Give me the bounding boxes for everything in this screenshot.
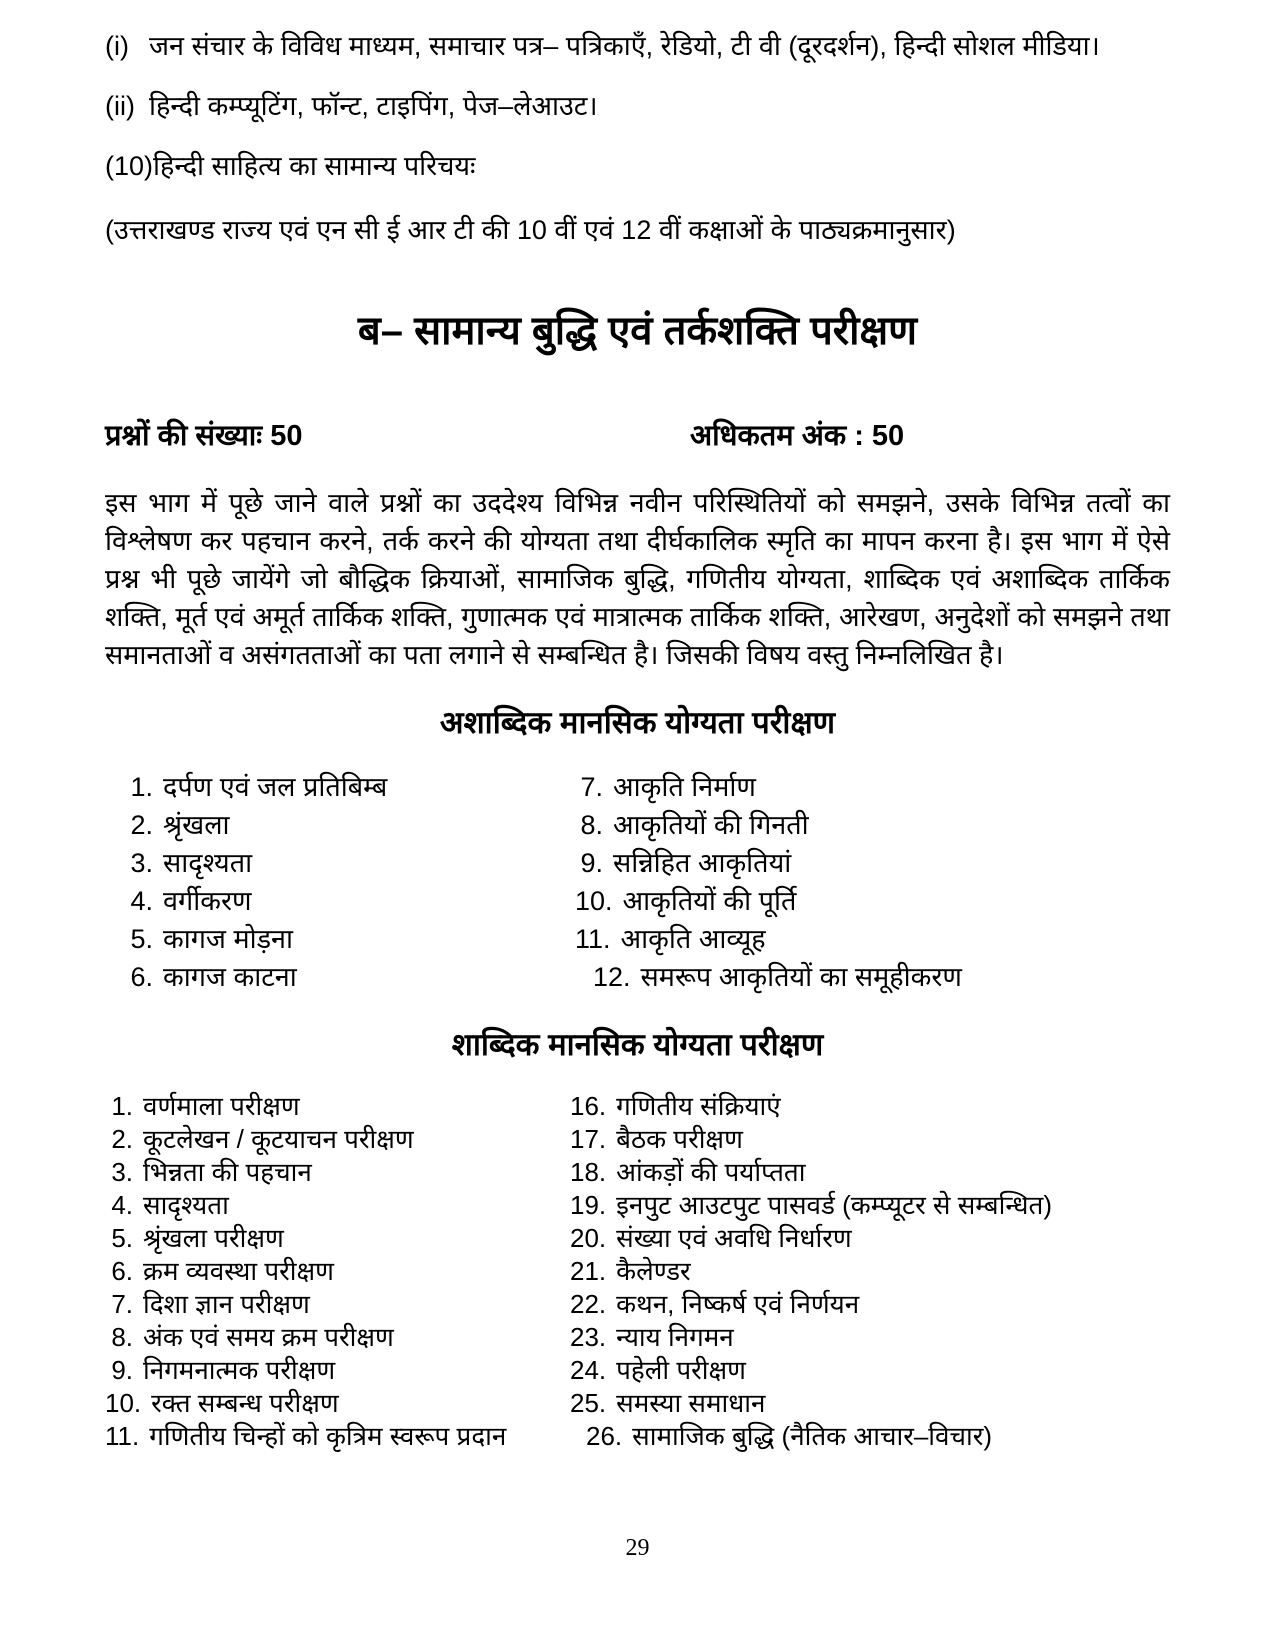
intro-item — [105, 86, 1170, 126]
item-text: समरूप आकृतियों का समूहीकरण — [640, 962, 962, 992]
item-text: कागज मोड़ना — [163, 924, 294, 954]
item-text: पहेली परीक्षण — [616, 1355, 746, 1385]
list-item — [570, 1354, 1170, 1387]
questions-count-label: प्रश्नों की संख्याः 50 — [105, 420, 303, 452]
item-text: सन्निहित आकृतियां — [613, 848, 792, 878]
verbal-list-right — [570, 1090, 1170, 1453]
item-number: 6. — [111, 1256, 133, 1286]
list-item — [105, 1321, 570, 1354]
item-number: 16. — [570, 1091, 607, 1121]
item-text: भिन्नता की पहचान — [143, 1157, 312, 1187]
intro-item — [105, 26, 1170, 66]
item-number: 7. — [111, 1289, 133, 1319]
list-item — [105, 1387, 570, 1420]
intro-item — [105, 146, 1170, 186]
list-item — [105, 1222, 570, 1255]
list-item — [105, 1090, 570, 1123]
intro-item-text: हिन्दी साहित्य का सामान्य परिचयः — [153, 151, 476, 181]
nonverbal-list-left — [105, 768, 575, 996]
list-item — [125, 920, 575, 958]
list-item — [570, 1222, 1170, 1255]
item-number: 2. — [111, 1124, 133, 1154]
intro-item-marker: (10) — [105, 151, 154, 181]
list-item — [105, 1354, 570, 1387]
verbal-test-list — [105, 1090, 1170, 1453]
item-text: इनपुट आउटपुट पासवर्ड (कम्प्यूटर से सम्बन्धित) — [616, 1190, 1052, 1220]
list-item — [105, 1420, 570, 1453]
item-text: आंकड़ों की पर्याप्तता — [616, 1157, 806, 1187]
item-number: 26. — [586, 1421, 623, 1451]
list-item — [125, 844, 575, 882]
item-text: दर्पण एवं जल प्रतिबिम्ब — [163, 772, 388, 802]
item-text: अंक एवं समय क्रम परीक्षण — [143, 1322, 394, 1352]
list-item — [105, 1288, 570, 1321]
list-item — [570, 1189, 1170, 1222]
item-text: आकृतियों की गिनती — [613, 810, 809, 840]
list-item — [570, 1288, 1170, 1321]
item-number: 11. — [105, 1421, 140, 1451]
nonverbal-list-right — [575, 768, 1170, 996]
list-item — [575, 920, 1170, 958]
item-number: 9. — [111, 1355, 133, 1385]
list-item — [570, 1090, 1170, 1123]
item-text: दिशा ज्ञान परीक्षण — [143, 1289, 310, 1319]
item-text: बैठक परीक्षण — [616, 1124, 743, 1154]
item-text: श्रृंखला परीक्षण — [143, 1223, 284, 1253]
item-text: श्रृंखला — [163, 810, 230, 840]
list-item — [105, 1123, 570, 1156]
verbal-test-heading: शाब्दिक मानसिक योग्यता परीक्षण — [451, 1027, 824, 1062]
intro-item-text: हिन्दी कम्प्यूटिंग, फॉन्ट, टाइपिंग, पेज–लेआउट। — [149, 91, 598, 121]
item-number: 1. — [111, 1091, 133, 1121]
item-text: कैलेण्डर — [616, 1256, 691, 1286]
item-number: 5. — [111, 1223, 133, 1253]
item-number: 5. — [130, 924, 153, 954]
item-text: आकृतियों की पूर्ति — [622, 886, 797, 916]
list-item — [570, 1255, 1170, 1288]
item-number: 11. — [575, 924, 611, 954]
item-number: 18. — [570, 1157, 607, 1187]
item-number: 1. — [130, 772, 153, 802]
item-text: कागज काटना — [163, 962, 297, 992]
section-b-description: इस भाग में पूछे जाने वाले प्रश्नों का उददेश्य विभिन्न नवीन परिस्थितियों को समझने, उसके विभिन्न तत्वों का विश्लेषण कर पहचान करने, तर्क करने की योग्यता तथा दीर्घकालिक स्मृति का मापन करना है। इस भाग में ऐसे प्रश्न भी पूछे जायेंगे जो बौद्धिक क्रियाओं, सामाजिक बुद्धि, गणितीय योग्यता, शाब्दिक एवं अशाब्दिक तार्किक शक्ति, मूर्त एवं अमूर्त तार्किक शक्ति, गुणात्मक एवं मात्रात्मक तार्किक शक्ति, आरेखण, अनुदेशों को समझने तथा समानताओं व असंगतताओं का पता लगाने से सम्बन्धित है। जिसकी विषय वस्तु निम्नलिखित है। — [105, 488, 1170, 670]
item-text: गणितीय संक्रियाएं — [616, 1091, 781, 1121]
list-item — [125, 768, 575, 806]
item-text: संख्या एवं अवधि निर्धारण — [616, 1223, 852, 1253]
intro-list — [105, 26, 1170, 206]
list-item — [575, 958, 1170, 996]
list-item — [105, 1156, 570, 1189]
item-number: 4. — [130, 886, 153, 916]
item-number: 7. — [580, 772, 603, 802]
item-text: वर्णमाला परीक्षण — [143, 1091, 300, 1121]
intro-item-text: जन संचार के विविध माध्यम, समाचार पत्र– पत्रिकाएँ, रेडियो, टी वी (दूरदर्शन), हिन्दी सोशल मीडिया। — [149, 31, 1100, 61]
item-number: 4. — [111, 1190, 133, 1220]
item-text: कथन, निष्कर्ष एवं निर्णयन — [616, 1289, 860, 1319]
item-text: समस्या समाधान — [616, 1388, 766, 1418]
item-number: 12. — [593, 962, 631, 992]
nonverbal-test-heading: अशाब्दिक मानसिक योग्यता परीक्षण — [439, 705, 836, 740]
item-text: कूटलेखन / कूटयाचन परीक्षण — [143, 1124, 414, 1154]
list-item — [105, 1189, 570, 1222]
intro-item-marker: (ii) — [105, 91, 135, 121]
item-text: सादृश्यता — [143, 1190, 229, 1220]
item-text: आकृति आव्यूह — [620, 924, 766, 954]
list-item — [575, 768, 1170, 806]
item-number: 25. — [570, 1388, 607, 1418]
item-number: 21. — [570, 1256, 607, 1286]
item-number: 17. — [570, 1124, 607, 1154]
intro-item-marker: (i) — [105, 31, 129, 61]
syllabus-note: (उत्तराखण्ड राज्य एवं एन सी ई आर टी की 10 वीं एवं 12 वीं कक्षाओं के पाठ्यक्रमानुसार) — [105, 215, 956, 245]
item-number: 6. — [130, 962, 153, 992]
list-item — [575, 882, 1170, 920]
item-number: 2. — [130, 810, 153, 840]
list-item — [570, 1387, 1170, 1420]
item-number: 3. — [111, 1157, 133, 1187]
max-marks-label: अधिकतम अंक : 50 — [690, 420, 905, 452]
item-number: 20. — [570, 1223, 607, 1253]
item-text: सादृश्यता — [163, 848, 253, 878]
item-number: 8. — [580, 810, 603, 840]
list-item — [125, 958, 575, 996]
item-number: 24. — [570, 1355, 607, 1385]
item-number: 23. — [570, 1322, 607, 1352]
page-number: 29 — [625, 1535, 650, 1561]
item-number: 8. — [111, 1322, 133, 1352]
verbal-list-left — [105, 1090, 570, 1453]
item-text: न्याय निगमन — [616, 1322, 734, 1352]
list-item — [125, 882, 575, 920]
item-number: 9. — [580, 848, 603, 878]
item-text: क्रम व्यवस्था परीक्षण — [143, 1256, 334, 1286]
questions-marks-row — [105, 416, 1170, 456]
item-text: गणितीय चिन्हों को कृत्रिम स्वरूप प्रदान — [149, 1421, 507, 1451]
list-item — [575, 806, 1170, 844]
list-item — [575, 844, 1170, 882]
item-text: सामाजिक बुद्धि (नैतिक आचार–विचार) — [632, 1421, 993, 1451]
list-item — [570, 1420, 1170, 1453]
section-b-heading: ब– सामान्य बुद्धि एवं तर्कशक्ति परीक्षण — [357, 309, 918, 353]
item-number: 10. — [105, 1388, 142, 1418]
list-item — [105, 1255, 570, 1288]
item-text: वर्गीकरण — [163, 886, 252, 916]
item-number: 10. — [575, 886, 613, 916]
item-text: रक्त सम्बन्ध परीक्षण — [151, 1388, 339, 1418]
item-number: 22. — [570, 1289, 607, 1319]
item-text: आकृति निर्माण — [613, 772, 756, 802]
list-item — [570, 1321, 1170, 1354]
list-item — [125, 806, 575, 844]
list-item — [570, 1156, 1170, 1189]
item-number: 3. — [130, 848, 153, 878]
nonverbal-test-list — [105, 768, 1170, 996]
item-text: निगमनात्मक परीक्षण — [143, 1355, 336, 1385]
item-number: 19. — [570, 1190, 607, 1220]
list-item — [570, 1123, 1170, 1156]
